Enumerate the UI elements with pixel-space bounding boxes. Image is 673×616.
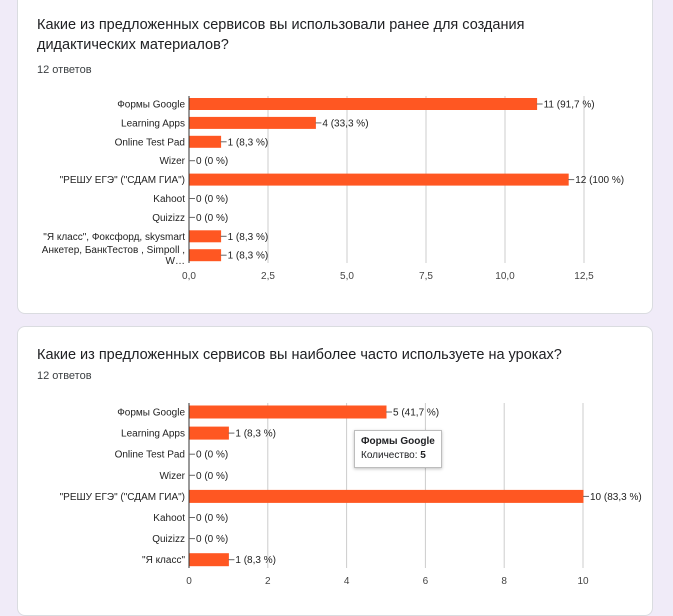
tick-label: 2 bbox=[265, 576, 271, 587]
category-label: Learning Apps bbox=[121, 428, 185, 440]
data-label: 0 (0 %) bbox=[196, 513, 229, 524]
tick-label: 7,5 bbox=[419, 271, 433, 282]
category-label: "Я класс", Фоксфорд, skysmart bbox=[43, 231, 185, 243]
category-label: "РЕШУ ЕГЭ" ("СДАМ ГИА") bbox=[59, 175, 185, 187]
data-label: 0 (0 %) bbox=[196, 156, 229, 168]
category-label: Kahoot bbox=[153, 194, 185, 205]
data-label: 10 (83,3 %) bbox=[590, 491, 642, 503]
category-label: Wizer bbox=[159, 156, 185, 168]
data-label: 0 (0 %) bbox=[196, 194, 229, 205]
page-edge bbox=[663, 0, 673, 600]
data-label: 11 (91,7 %) bbox=[543, 99, 595, 111]
data-label: 0 (0 %) bbox=[196, 534, 229, 546]
tick-label: 4 bbox=[343, 576, 350, 587]
tick-label: 2,5 bbox=[261, 271, 275, 282]
tick-label: 10,0 bbox=[495, 271, 515, 282]
tick-label: 6 bbox=[422, 576, 429, 587]
data-label: 4 (33,3 %) bbox=[322, 118, 369, 130]
data-label: 0 (0 %) bbox=[196, 470, 229, 482]
category-label: Формы Google bbox=[117, 407, 185, 419]
bar bbox=[190, 553, 229, 566]
tick-label: 0,0 bbox=[182, 271, 196, 282]
chart-tooltip bbox=[354, 430, 442, 468]
tooltip-title: Формы Google bbox=[361, 436, 435, 447]
tooltip-label: Количество: bbox=[361, 450, 418, 461]
bar bbox=[190, 490, 584, 503]
data-label: 1 (8,3 %) bbox=[227, 250, 269, 262]
category-label: Quizizz bbox=[152, 212, 185, 224]
tick-label: 10 bbox=[577, 576, 589, 587]
data-label: 1 (8,3 %) bbox=[235, 428, 276, 440]
data-label: 0 (0 %) bbox=[196, 212, 229, 224]
category-label: Online Test Pad bbox=[114, 137, 185, 149]
category-label: Online Test Pad bbox=[114, 449, 185, 461]
category-label: Learning Apps bbox=[121, 118, 185, 130]
category-label: Формы Google bbox=[117, 99, 185, 111]
data-label: 5 (41,7 %) bbox=[393, 407, 440, 419]
category-label: Wizer bbox=[159, 470, 185, 482]
data-label: 1 (8,3 %) bbox=[227, 231, 269, 243]
category-label: Quizizz bbox=[152, 534, 185, 546]
category-label: "РЕШУ ЕГЭ" ("СДАМ ГИА") bbox=[59, 491, 185, 503]
tick-label: 5,0 bbox=[340, 271, 354, 282]
tick-label: 12,5 bbox=[574, 271, 594, 282]
response-count: 12 ответов bbox=[37, 64, 92, 76]
category-label: W… bbox=[165, 256, 185, 268]
data-label: 1 (8,3 %) bbox=[235, 555, 276, 567]
category-label: Анкетер, БанкТестов , Simpoll , bbox=[41, 245, 185, 257]
tick-label: 8 bbox=[501, 576, 507, 587]
response-count: 12 ответов bbox=[37, 370, 92, 382]
question-title: Какие из предложенных сервисов вы использовали ранее для создания дидактических материалов? bbox=[37, 17, 525, 53]
data-label: 1 (8,3 %) bbox=[227, 137, 269, 149]
question-title: Какие из предложенных сервисов вы наиболее часто используете на уроках? bbox=[37, 347, 562, 363]
data-label: 0 (0 %) bbox=[196, 449, 229, 461]
data-label: 12 (100 %) bbox=[575, 175, 625, 187]
category-label: "Я класс" bbox=[142, 555, 185, 567]
category-label: Kahoot bbox=[153, 513, 185, 524]
bar bbox=[190, 427, 229, 440]
tooltip-value: 5 bbox=[420, 450, 426, 461]
bar bbox=[190, 406, 387, 419]
tick-label: 0 bbox=[186, 576, 192, 587]
